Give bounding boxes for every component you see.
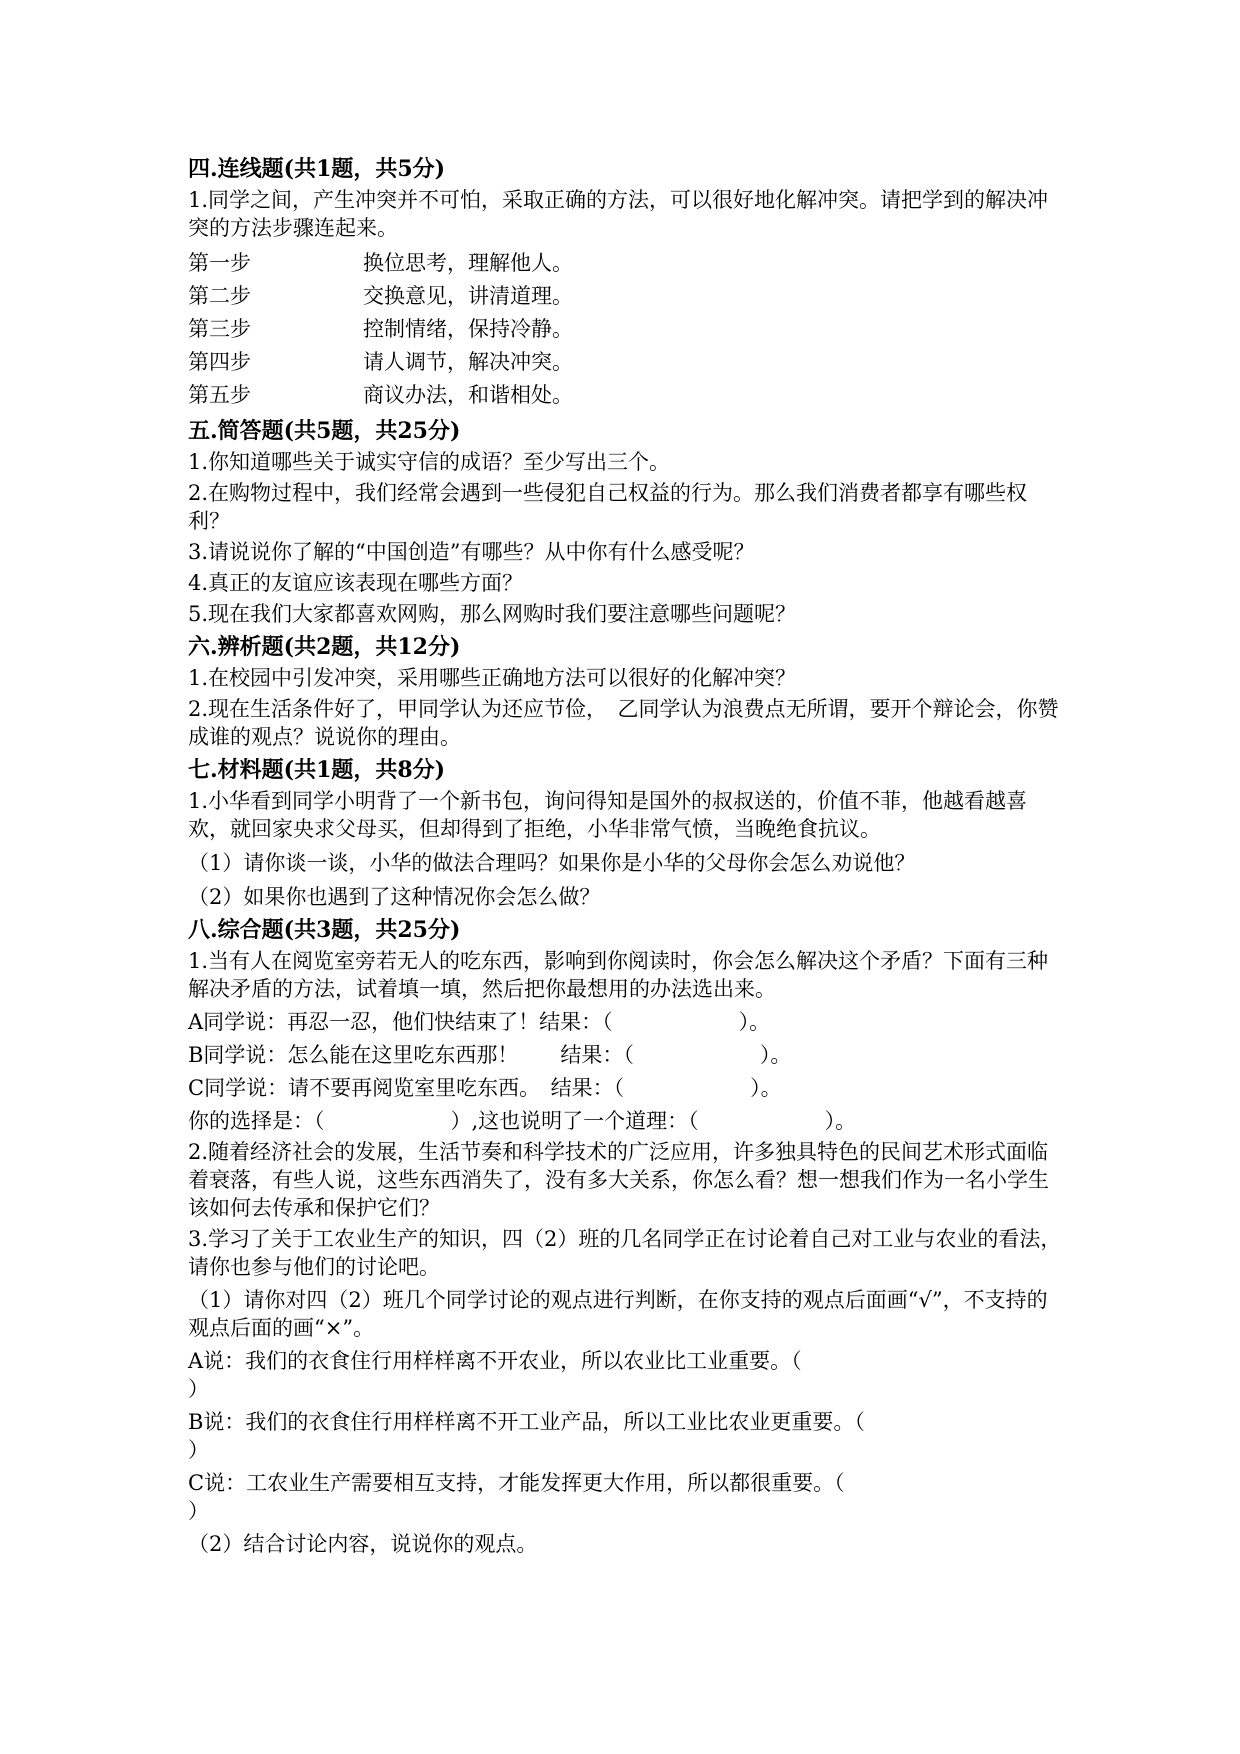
matching-row	[188, 313, 1068, 346]
question-text: 2.在购物过程中，我们经常会遇到一些侵犯自己权益的行为。那么我们消费者都享有哪些权利？	[188, 481, 1028, 533]
question-text: 1.同学之间，产生冲突并不可怕，采取正确的方法，可以很好地化解冲突。请把学到的解决冲突的方法步骤连起来。	[188, 188, 1049, 240]
question-text: 1.你知道哪些关于诚实守信的成语？至少写出三个。	[188, 450, 671, 474]
question-text: 1.当有人在阅览室旁若无人的吃东西，影响到你阅读时，你会怎么解决这个矛盾？下面有三种解决矛盾的方法，试着填一填，然后把你最想用的办法选出来。	[188, 949, 1049, 1001]
sub-question: （1）请你谈一谈，小华的做法合理吗？如果你是小华的父母你会怎么劝说他？	[188, 851, 916, 875]
section-title-material: 七.材料题(共1题，共8分)	[188, 757, 446, 783]
step-method: 商议办法，和谐相处。	[363, 383, 573, 407]
step-label: 第五步	[188, 383, 251, 407]
section-title-short-answer: 五.简答题(共5题，共25分)	[188, 418, 461, 444]
option-line: B同学说：怎么能在这里吃东西那！ 结果：（ ）。	[188, 1043, 792, 1067]
section-title-analysis: 六.辨析题(共2题，共12分)	[188, 634, 461, 660]
judgement-bracket: ）	[188, 1438, 209, 1462]
question-text: 2.随着经济社会的发展，生活节奏和科学技术的广泛应用，许多独具特色的民间艺术形式面临着衰落，有些人说，这些东西消失了，没有多大关系，你怎么看？想一想我们作为一名小学生该如何去传承和保护它们？	[188, 1140, 1049, 1220]
choice-line: 你的选择是：（ ）,这也说明了一个道理：（ ）。	[188, 1109, 857, 1133]
matching-row	[188, 280, 1068, 313]
step-method: 请人调节，解决冲突。	[363, 350, 573, 374]
matching-row	[188, 346, 1068, 379]
material-text: 1.小华看到同学小明背了一个新书包，询问得知是国外的叔叔送的，价值不菲，他越看越喜欢，就回家央求父母买，但却得到了拒绝，小华非常气愤，当晚绝食抗议。	[188, 789, 1028, 841]
judgement-line: A说：我们的衣食住行用样样离不开农业，所以农业比工业重要。（	[188, 1349, 802, 1373]
step-method: 控制情绪，保持冷静。	[363, 317, 573, 341]
judgement-line: C说：工农业生产需要相互支持，才能发挥更大作用，所以都很重要。（	[188, 1471, 845, 1495]
judgement-bracket: ）	[188, 1499, 209, 1523]
step-method: 换位思考，理解他人。	[363, 251, 573, 275]
sub-question: （1）请你对四（2）班几个同学讨论的观点进行判断，在你支持的观点后面画“√”，不支持的观点后面的画“×”。	[188, 1288, 1048, 1340]
matching-row	[188, 379, 1068, 412]
sub-question: （2）如果你也遇到了这种情况你会怎么做？	[188, 885, 601, 909]
question-text: 1.在校园中引发冲突，采用哪些正确地方法可以很好的化解冲突？	[188, 666, 797, 690]
judgement-bracket: ）	[188, 1377, 209, 1401]
option-line: A同学说：再忍一忍，他们快结束了！结果：（ ）。	[188, 1010, 771, 1034]
section-title-comprehensive: 八.综合题(共3题，共25分)	[188, 917, 461, 943]
matching-row	[188, 247, 1068, 280]
option-line: C同学说：请不要再阅览室里吃东西。 结果：（ ）。	[188, 1076, 782, 1100]
step-label: 第三步	[188, 317, 251, 341]
question-text: 2.现在生活条件好了，甲同学认为还应节俭， 乙同学认为浪费点无所谓，要开个辩论会，你赞成谁的观点？说说你的理由。	[188, 697, 1059, 749]
step-label: 第四步	[188, 350, 251, 374]
question-text: 3.请说说你了解的“中国创造”有哪些？从中你有什么感受呢？	[188, 540, 755, 564]
judgement-line: B说：我们的衣食住行用样样离不开工业产品，所以工业比农业更重要。（	[188, 1410, 865, 1434]
step-label: 第二步	[188, 284, 251, 308]
step-method: 交换意见，讲清道理。	[363, 284, 573, 308]
question-text: 3.学习了关于工农业生产的知识，四（2）班的几名同学正在讨论着自己对工业与农业的看法，请你也参与他们的讨论吧。	[188, 1227, 1062, 1279]
question-text: 4.真正的友谊应该表现在哪些方面？	[188, 571, 524, 595]
step-label: 第一步	[188, 251, 251, 275]
exam-page	[188, 150, 1068, 1558]
sub-question: （2）结合讨论内容，说说你的观点。	[188, 1532, 538, 1556]
section-title-matching: 四.连线题(共1题，共5分)	[188, 156, 446, 182]
question-text: 5.现在我们大家都喜欢网购，那么网购时我们要注意哪些问题呢？	[188, 602, 797, 626]
